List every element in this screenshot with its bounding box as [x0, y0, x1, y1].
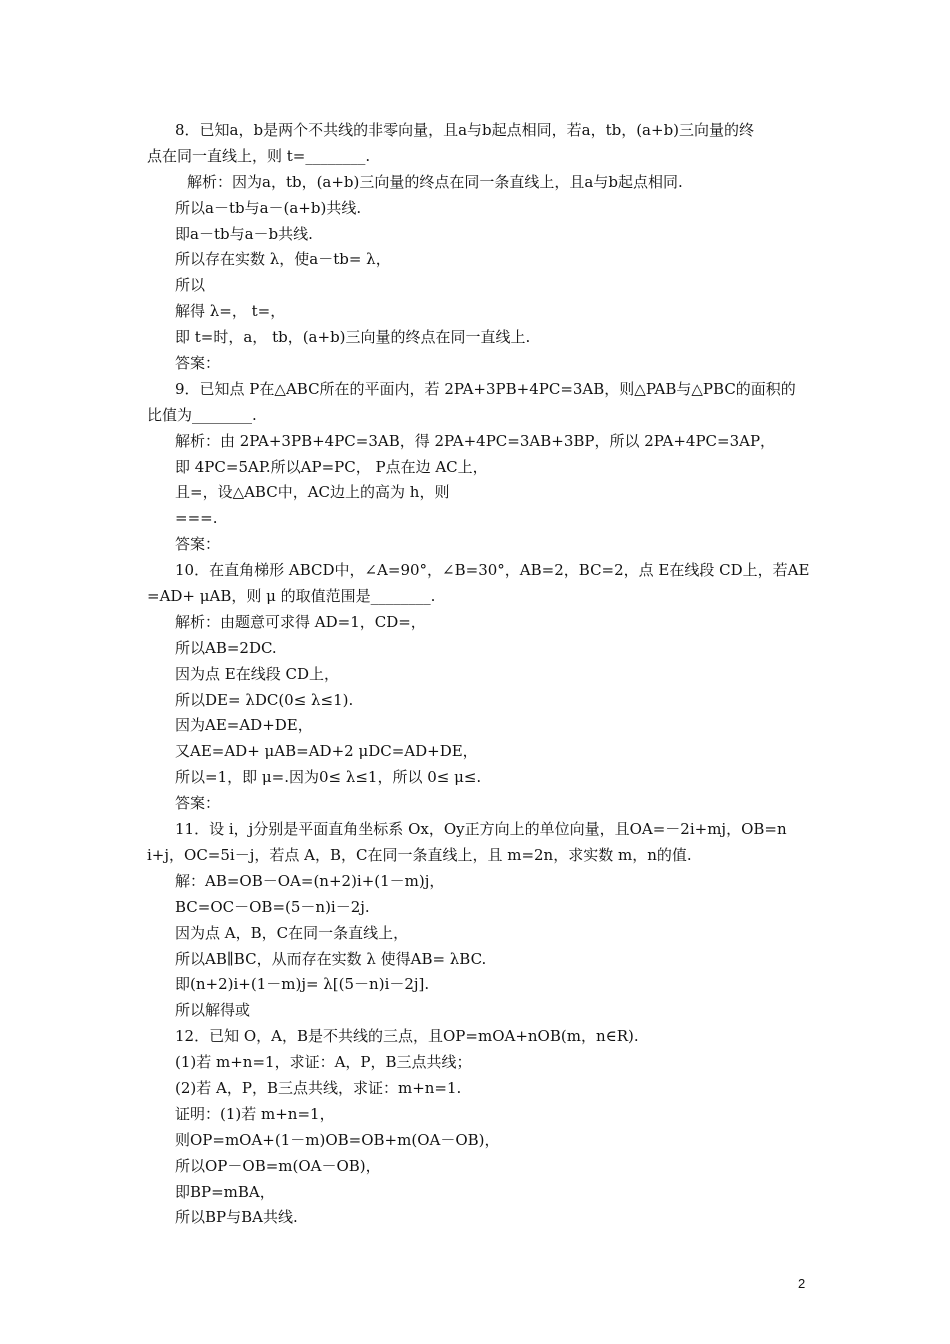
- text-line: 所以解得或: [175, 1001, 251, 1020]
- text-line: 即BP=mBA，: [175, 1182, 275, 1201]
- text-line: 即(n+2)i+(1－m)j= λ[(5－n)i－2j].: [175, 975, 430, 994]
- text-line: 所以AB∥BC，从而存在实数 λ 使得AB= λBC.: [175, 949, 487, 968]
- text-line: 即 t=时，a， tb，(a+b)三向量的终点在同一直线上.: [175, 328, 531, 347]
- text-line: 所以DE= λDC(0≤ λ≤1).: [175, 690, 354, 709]
- text-line: 即a－tb与a－b共线.: [175, 224, 313, 243]
- text-line: 9．已知点 P在△ABC所在的平面内，若 2PA+3PB+4PC=3AB，则△PAB与△PBC的面积的: [175, 379, 796, 398]
- text-line: 解析：由题意可求得 AD=1，CD=，: [175, 612, 426, 631]
- text-line: 答案：: [175, 354, 221, 373]
- text-line: 则OP=mOA+(1－m)OB=OB+m(OA－OB)，: [175, 1130, 500, 1149]
- text-line: 因为AE=AD+DE，: [175, 716, 313, 735]
- text-line: 比值为________.: [147, 405, 257, 424]
- text-line: 8．已知a，b是两个不共线的非零向量，且a与b起点相同，若a，tb，(a+b)三向量的终: [175, 121, 755, 139]
- text-line: 所以BP与BA共线.: [175, 1208, 298, 1227]
- text-line: 证明：(1)若 m+n=1，: [175, 1104, 335, 1123]
- text-line: i+j，OC=5i－j，若点 A，B，C在同一条直线上，且 m=2n，求实数 m，n的值.: [147, 845, 692, 864]
- text-line: 解得 λ=， t=，: [175, 302, 286, 321]
- text-line: 所以=1，即 μ=.因为0≤ λ≤1，所以 0≤ μ≤.: [175, 768, 482, 787]
- text-line: 解：AB=OB－OA=(n+2)i+(1－m)j，: [175, 871, 445, 890]
- text-line: 答案：: [175, 794, 221, 813]
- page-number: 2: [798, 1276, 806, 1291]
- text-line: =AD+ μAB，则 μ 的取值范围是________.: [147, 587, 436, 606]
- text-line: 因为点 A，B，C在同一条直线上，: [175, 923, 409, 942]
- text-line: 所以存在实数 λ，使a－tb= λ，: [175, 250, 391, 269]
- text-line: (2)若 A，P，B三点共线，求证：m+n=1.: [175, 1078, 462, 1097]
- text-line: 10．在直角梯形 ABCD中，∠A=90°，∠B=30°，AB=2，BC=2，点 E在线段 CD上，若AE: [175, 561, 810, 580]
- text-line: (1)若 m+n=1，求证：A，P，B三点共线；: [175, 1053, 472, 1072]
- text-line: 且=，设△ABC中，AC边上的高为 h，则: [175, 483, 450, 502]
- text-line: 答案：: [175, 535, 221, 554]
- text-line: 解析：因为a，tb，(a+b)三向量的终点在同一条直线上，且a与b起点相同.: [187, 172, 683, 191]
- text-line: 因为点 E在线段 CD上，: [175, 664, 339, 683]
- text-line: BC=OC－OB=(5－n)i－2j.: [175, 897, 370, 916]
- text-line: 所以: [175, 276, 206, 295]
- text-line: 11．设 i，j分别是平面直角坐标系 Ox，Oy正方向上的单位向量，且OA=－2i+mj，OB=n: [175, 820, 787, 839]
- text-line: 所以OP－OB=m(OA－OB)，: [175, 1156, 381, 1175]
- text-line: 又AE=AD+ μAB=AD+2 μDC=AD+DE，: [175, 742, 478, 761]
- text-line: ===.: [175, 509, 218, 528]
- text-line: 即 4PC=5AP.所以AP=PC， P点在边 AC上，: [175, 457, 488, 476]
- text-line: 解析：由 2PA+3PB+4PC=3AB，得 2PA+4PC=3AB+3BP，所以 2PA+4PC=3AP，: [175, 431, 776, 450]
- text-line: 所以a－tb与a－(a+b)共线.: [175, 198, 362, 217]
- text-line: 点在同一直线上，则 t=________.: [147, 146, 371, 165]
- text-line: 所以AB=2DC.: [175, 638, 277, 657]
- text-line: 12．已知 O，A，B是不共线的三点，且OP=mOA+nOB(m，n∈R).: [175, 1027, 639, 1046]
- document-body: [147, 118, 819, 1231]
